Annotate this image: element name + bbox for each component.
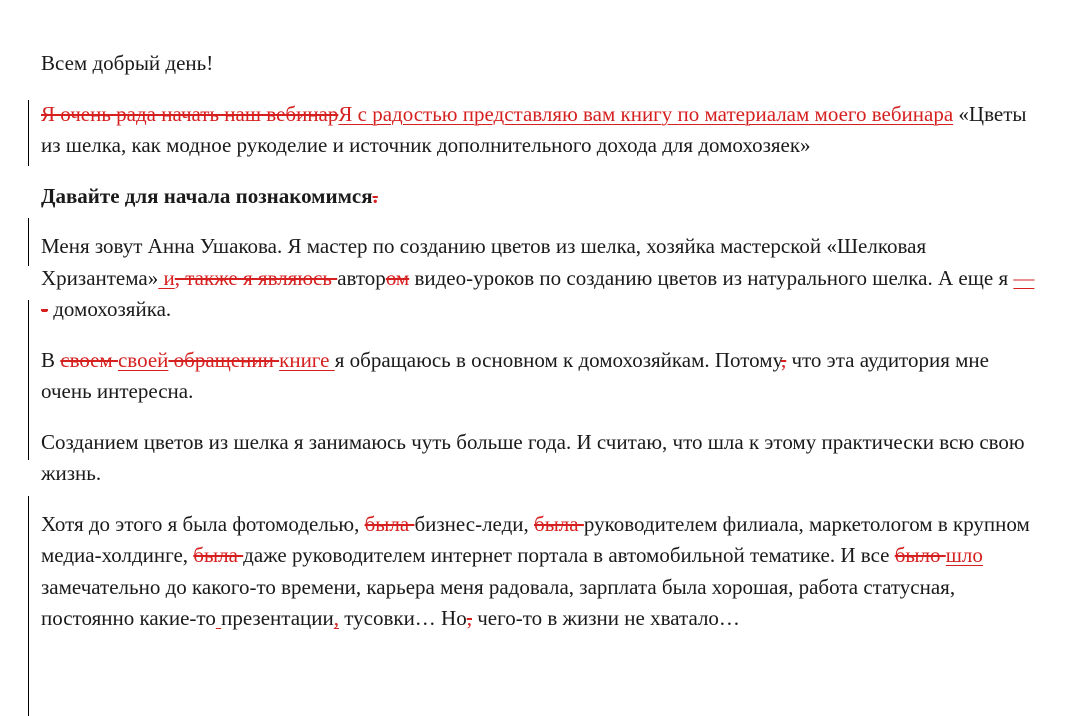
paragraph-text: автор <box>337 265 386 290</box>
creation-paragraph: Созданием цветов из шелка я занимаюсь чуть больше года. И считаю, что шла к этому практически всю свою жизнь. <box>41 429 1025 485</box>
document-body[interactable] <box>41 48 1041 635</box>
paragraph-text: видео-уроков по созданию цветов из натурального шелка. А еще я <box>409 265 1014 290</box>
paragraph-text: замечательно до какого-то времени, карьера меня радовала, зарплата была хорошая, работа статусная, постоянно какие-то <box>41 574 956 630</box>
paragraph-text: тусовки… Но <box>338 606 467 630</box>
deleted-text: , <box>174 265 180 290</box>
change-bar-heading <box>28 218 29 266</box>
inserted-text: Я с радостью представляю вам книгу по материалам моего вебинара <box>338 101 954 126</box>
deleted-text: . <box>372 183 378 208</box>
paragraph-text: я обращаюсь в основном к домохозяйкам. Потому <box>334 347 781 372</box>
change-bar-about <box>28 300 29 460</box>
deleted-text: , <box>780 347 787 372</box>
deleted-text: , <box>466 606 472 630</box>
paragraph-text: «Цветы из шелка, как модное рукоделие и источник дополнительного дохода для домохозяек» <box>41 101 1027 157</box>
book-audience-paragraph <box>41 345 1041 408</box>
paragraph-text: Меня зовут Анна Ушакова. Я мастер по созданию цветов из шелка, хозяйка мастерской «Шелковая Хризантема» <box>41 234 927 290</box>
inserted-text: шло <box>945 543 983 567</box>
change-bar-book <box>28 100 29 166</box>
change-bar-last <box>28 496 29 716</box>
heading-paragraph <box>41 181 1041 213</box>
paragraph-text: Хотя до этого я была фотомоделью, <box>41 511 365 536</box>
paragraph-text: домохозяйка. <box>48 297 172 321</box>
paragraph-text: презентации <box>221 606 334 630</box>
inserted-text: — <box>1013 265 1035 290</box>
deleted-text: своем <box>60 347 118 372</box>
inserted-text: своей <box>117 347 169 372</box>
book-intro-paragraph <box>41 99 1041 162</box>
paragraph-text: руководителем филиала, маркетологом в крупном медиа-холдинге, <box>41 511 1030 567</box>
paragraph-text: чего-то в жизни не хватало… <box>471 606 740 630</box>
deleted-text: была <box>193 543 244 567</box>
about-paragraph <box>41 231 1041 326</box>
heading-text: Давайте для начала познакомимся <box>41 183 373 208</box>
deleted-text: была <box>534 511 584 536</box>
deleted-text: ом <box>385 265 410 290</box>
deleted-text: также я являюсь <box>179 265 338 290</box>
deleted-text: было <box>894 543 946 567</box>
deleted-text: была <box>364 511 415 536</box>
deleted-text: Я очень рада начать наш вебинар <box>41 101 339 126</box>
paragraph-text: даже руководителем интернет портала в автомобильной тематике. И все <box>243 543 895 567</box>
career-paragraph <box>41 509 1041 635</box>
inserted-text: и <box>158 265 175 290</box>
inserted-text: книге <box>279 347 335 372</box>
paragraph-text: бизнес-леди, <box>414 511 535 536</box>
deleted-text: - <box>41 297 48 321</box>
paragraph-text: В <box>41 347 61 372</box>
paragraph-text: что эта аудитория мне очень интересна. <box>41 347 989 403</box>
inserted-text: , <box>333 606 339 630</box>
greeting-paragraph: Всем добрый день! <box>41 51 214 75</box>
deleted-text: обращении <box>168 347 280 372</box>
